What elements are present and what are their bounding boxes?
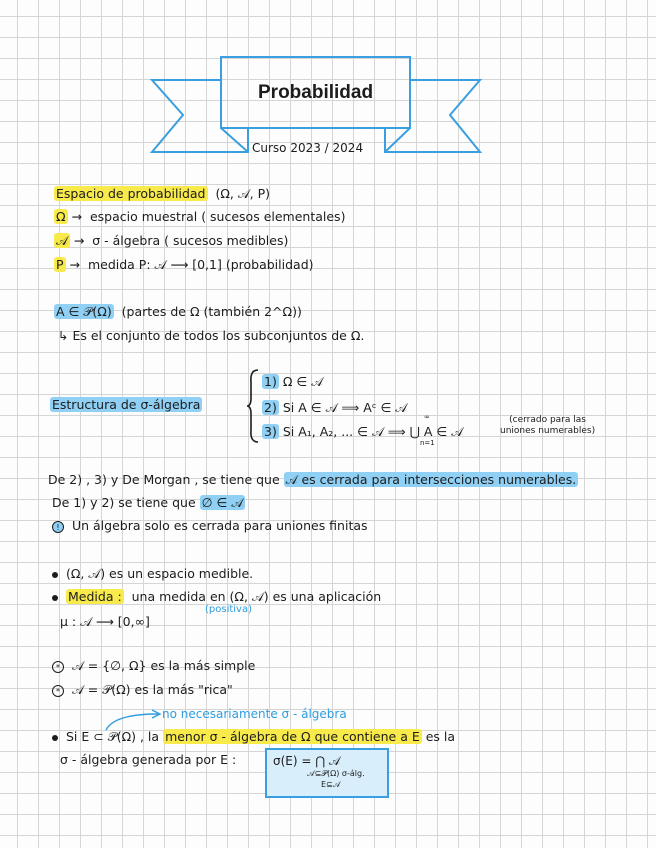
example-2: * 𝒜 = 𝒫(Ω) es la más "rica" — [52, 682, 233, 698]
space-triple: (Ω, 𝒜, P) — [215, 186, 271, 201]
positive-note: (positiva) — [205, 604, 253, 615]
asterisk-icon: * — [52, 685, 64, 697]
generated-line-2: σ - álgebra generada por E : — [60, 752, 237, 767]
measurable-line: (Ω, 𝒜) es un espacio medible. — [52, 566, 253, 582]
box-sub1: 𝒜⊆𝒫(Ω) σ-álg. — [307, 769, 365, 778]
parts-desc: ↳ Es el conjunto de todos los subconjuntos de Ω. — [58, 328, 365, 343]
space-heading: Espacio de probabilidad (Ω, 𝒜, P) — [56, 186, 271, 201]
formula-box — [265, 748, 389, 798]
space-item-omega: Ω → espacio muestral ( sucesos elementales) — [56, 209, 346, 224]
annotation-text: no necesariamente σ - álgebra — [162, 707, 347, 721]
course-label: Curso 2023 / 2024 — [252, 141, 364, 155]
consequence-2: De 1) y 2) se tiene que ∅ ∈ 𝒜 — [52, 495, 244, 510]
measure-line: Medida : una medida en (Ω, 𝒜) es una aplicación — [52, 589, 381, 605]
union-bottom: n=1 — [420, 439, 435, 447]
structure-heading: Estructura de σ-álgebra — [52, 397, 201, 412]
asterisk-icon: * — [52, 661, 64, 673]
space-item-measure: P → medida P: 𝒜 ⟶ [0,1] (probabilidad) — [56, 257, 314, 272]
generated-line-1: Si E ⊂ 𝒫(Ω) , la menor σ - álgebra de Ω que contiene a E es la — [52, 729, 455, 745]
rule-2: 2) Si A ∈ 𝒜 ⟹ Aᶜ ∈ 𝒜 — [264, 400, 408, 415]
consequence-1: De 2) , 3) y De Morgan , se tiene que 𝒜 es cerrada para intersecciones numerables. — [48, 472, 577, 487]
warning-icon: ! — [52, 521, 64, 533]
example-1: * 𝒜 = {∅, Ω} es la más simple — [52, 658, 255, 674]
space-item-algebra: 𝒜 → σ - álgebra ( sucesos medibles) — [56, 233, 289, 248]
box-formula: σ(E) = ⋂ 𝒜 — [273, 754, 341, 768]
page-title: Probabilidad — [258, 82, 374, 103]
parts-line: A ∈ 𝒫(Ω) (partes de Ω (también 2^Ω)) — [56, 304, 302, 319]
consequence-3: ! Un álgebra solo es cerrada para uniones finitas — [52, 518, 368, 534]
mu-line: μ : 𝒜 ⟶ [0,∞] — [60, 614, 150, 629]
rule-1: 1) Ω ∈ 𝒜 — [264, 374, 324, 389]
box-sub2: E⊆𝒜 — [321, 780, 341, 789]
closure-note: (cerrado para las uniones numerables) — [500, 415, 596, 436]
union-top: ∞ — [424, 413, 430, 421]
brace — [246, 368, 260, 444]
rule-3: 3) Si A₁, A₂, ... ∈ 𝒜 ⟹ ⋃ A ∈ 𝒜 — [264, 424, 464, 439]
